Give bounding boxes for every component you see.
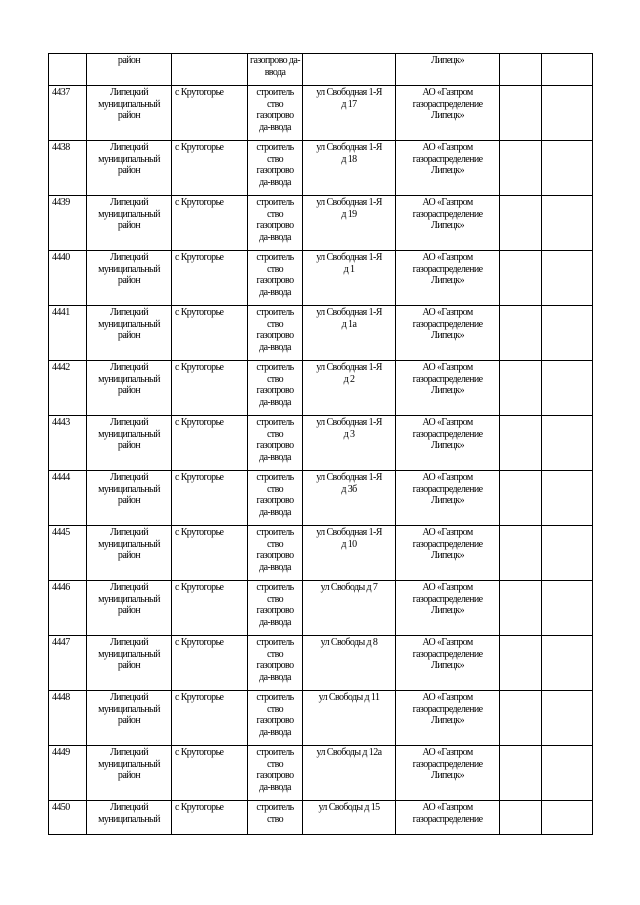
address-line: ул Свободная 1-Я bbox=[316, 307, 382, 318]
organization-cell bbox=[396, 526, 500, 581]
organization-cell bbox=[396, 636, 500, 691]
row-number: 4437 bbox=[49, 86, 87, 141]
district-line: муниципальный bbox=[98, 263, 160, 275]
empty-cell bbox=[500, 526, 542, 581]
district-cell bbox=[87, 361, 172, 416]
row-number: 4439 bbox=[49, 196, 87, 251]
row-number: 4446 bbox=[49, 581, 87, 636]
district-line: Липецкий bbox=[109, 197, 149, 208]
district-line: муниципальный bbox=[98, 593, 160, 605]
work-type-line: газопрово bbox=[256, 550, 294, 561]
address-line: д 1а bbox=[341, 318, 357, 330]
organization-line: Липецк» bbox=[431, 385, 464, 396]
locality-cell bbox=[172, 54, 248, 86]
organization-line: АО «Газпром bbox=[422, 527, 473, 538]
empty-cell bbox=[542, 801, 593, 835]
organization-cell bbox=[396, 251, 500, 306]
work-type-cell bbox=[248, 86, 303, 141]
work-type-line: да-ввода bbox=[259, 616, 291, 628]
organization-line: АО «Газпром bbox=[422, 637, 473, 648]
district-line: район bbox=[117, 275, 141, 286]
district-line: Липецкий bbox=[109, 362, 149, 373]
locality-cell: с Крутогорье bbox=[172, 636, 248, 691]
locality-cell: с Крутогорье bbox=[172, 141, 248, 196]
address-cell bbox=[303, 141, 396, 196]
address-line: ул Свободная 1-Я bbox=[316, 472, 382, 483]
work-type-line: да-ввода bbox=[259, 341, 291, 353]
empty-cell bbox=[500, 801, 542, 835]
district-cell bbox=[87, 86, 172, 141]
district-line: Липецкий bbox=[109, 307, 149, 318]
work-type-cell bbox=[248, 196, 303, 251]
empty-cell bbox=[542, 54, 593, 86]
work-type-line: ство bbox=[266, 373, 284, 385]
district-cell bbox=[87, 691, 172, 746]
table-row bbox=[49, 691, 593, 746]
work-type-line: ство bbox=[266, 538, 284, 550]
district-cell bbox=[87, 251, 172, 306]
address-line: д 18 bbox=[341, 153, 357, 165]
district-cell bbox=[87, 581, 172, 636]
work-type-line: да-ввода bbox=[259, 506, 291, 518]
organization-line: Липецк» bbox=[431, 275, 464, 286]
table-row bbox=[49, 251, 593, 306]
work-type-cell bbox=[248, 141, 303, 196]
district-line: Липецкий bbox=[109, 142, 149, 153]
organization-line: АО «Газпром bbox=[422, 747, 473, 758]
address-line: д 3 bbox=[343, 428, 355, 440]
address-cell bbox=[303, 746, 396, 801]
address-line: д 1 bbox=[343, 263, 355, 275]
organization-line: АО «Газпром bbox=[422, 252, 473, 263]
work-type-line: строитель bbox=[256, 802, 294, 813]
organization-line: Липецк» bbox=[431, 330, 464, 341]
locality-cell: с Крутогорье bbox=[172, 471, 248, 526]
address-line: ул Свободная 1-Я bbox=[316, 197, 382, 208]
empty-cell bbox=[542, 141, 593, 196]
work-type-cell: газопрово да-ввода bbox=[248, 54, 303, 86]
organization-cell bbox=[396, 141, 500, 196]
address-cell bbox=[303, 361, 396, 416]
organization-cell bbox=[396, 746, 500, 801]
district-cell bbox=[87, 801, 172, 835]
organization-line: газораспределение bbox=[412, 318, 483, 330]
row-number: 4438 bbox=[49, 141, 87, 196]
district-line: район bbox=[117, 385, 141, 396]
district-cell bbox=[87, 471, 172, 526]
work-type-line: газопрово bbox=[256, 385, 294, 396]
work-type-line: ство bbox=[266, 703, 284, 715]
work-type-line: строитель bbox=[256, 582, 294, 593]
organization-cell: Липецк» bbox=[396, 54, 500, 86]
work-type-cell bbox=[248, 471, 303, 526]
work-type-line: строитель bbox=[256, 307, 294, 318]
address-line: ул Свободы д 11 bbox=[318, 692, 380, 703]
work-type-line: строитель bbox=[256, 692, 294, 703]
empty-cell bbox=[500, 141, 542, 196]
district-line: муниципальный bbox=[98, 703, 160, 715]
organization-line: газораспределение bbox=[412, 208, 483, 220]
empty-cell bbox=[500, 251, 542, 306]
work-type-line: строитель bbox=[256, 417, 294, 428]
locality-cell: с Крутогорье bbox=[172, 416, 248, 471]
district-line: район bbox=[117, 165, 141, 176]
address-line: ул Свободы д 12а bbox=[316, 747, 382, 758]
empty-cell bbox=[500, 581, 542, 636]
district-line: Липецкий bbox=[109, 637, 149, 648]
work-type-line: ство bbox=[266, 263, 284, 275]
district-line: Липецкий bbox=[109, 802, 149, 813]
address-line: ул Свободная 1-Я bbox=[316, 87, 382, 98]
work-type-line: ство bbox=[266, 593, 284, 605]
address-line: д 10 bbox=[341, 538, 357, 550]
work-type-line: строитель bbox=[256, 747, 294, 758]
empty-cell bbox=[542, 306, 593, 361]
organization-cell bbox=[396, 471, 500, 526]
address-line: ул Свободная 1-Я bbox=[316, 142, 382, 153]
district-line: муниципальный bbox=[98, 153, 160, 165]
address-line: ул Свободы д 7 bbox=[320, 582, 378, 593]
organization-line: газораспределение bbox=[412, 593, 483, 605]
locality-cell: с Крутогорье bbox=[172, 801, 248, 835]
address-line: д 3б bbox=[341, 483, 357, 495]
organization-cell bbox=[396, 801, 500, 835]
work-type-line: да-ввода bbox=[259, 231, 291, 243]
district-cell: район bbox=[87, 54, 172, 86]
address-cell bbox=[303, 306, 396, 361]
district-line: район bbox=[117, 770, 141, 781]
work-type-line: газопрово bbox=[256, 165, 294, 176]
empty-cell bbox=[500, 416, 542, 471]
organization-cell bbox=[396, 416, 500, 471]
work-type-line: строитель bbox=[256, 142, 294, 153]
address-cell bbox=[303, 526, 396, 581]
organization-line: газораспределение bbox=[412, 153, 483, 165]
organization-line: АО «Газпром bbox=[422, 362, 473, 373]
empty-cell bbox=[500, 471, 542, 526]
organization-line: АО «Газпром bbox=[422, 692, 473, 703]
work-type-line: да-ввода bbox=[259, 561, 291, 573]
work-type-cell bbox=[248, 636, 303, 691]
district-line: район bbox=[117, 550, 141, 561]
district-line: Липецкий bbox=[109, 252, 149, 263]
organization-line: газораспределение bbox=[412, 758, 483, 770]
work-type-line: газопрово bbox=[256, 110, 294, 121]
work-type-line: строитель bbox=[256, 197, 294, 208]
district-line: муниципальный bbox=[98, 648, 160, 660]
row-number: 4448 bbox=[49, 691, 87, 746]
work-type-cell bbox=[248, 306, 303, 361]
work-type-line: строитель bbox=[256, 527, 294, 538]
district-line: муниципальный bbox=[98, 208, 160, 220]
table-row bbox=[49, 86, 593, 141]
row-number: 4441 bbox=[49, 306, 87, 361]
district-line: Липецкий bbox=[109, 527, 149, 538]
empty-cell bbox=[500, 306, 542, 361]
work-type-line: газопрово bbox=[256, 275, 294, 286]
work-type-cell bbox=[248, 416, 303, 471]
address-line: д 19 bbox=[341, 208, 357, 220]
district-line: район bbox=[117, 440, 141, 451]
district-line: муниципальный bbox=[98, 758, 160, 770]
empty-cell bbox=[542, 471, 593, 526]
district-cell bbox=[87, 746, 172, 801]
address-line: ул Свободная 1-Я bbox=[316, 362, 382, 373]
work-type-cell bbox=[248, 581, 303, 636]
organization-line: Липецк» bbox=[431, 605, 464, 616]
organization-line: Липецк» bbox=[431, 550, 464, 561]
organization-line: газораспределение bbox=[412, 538, 483, 550]
address-line: ул Свободная 1-Я bbox=[316, 417, 382, 428]
district-line: Липецкий bbox=[109, 417, 149, 428]
row-number: 4449 bbox=[49, 746, 87, 801]
district-line: район bbox=[117, 495, 141, 506]
empty-cell bbox=[500, 746, 542, 801]
organization-line: Липецк» bbox=[431, 660, 464, 671]
work-type-line: ство bbox=[266, 428, 284, 440]
empty-cell bbox=[500, 86, 542, 141]
district-line: муниципальный bbox=[98, 813, 160, 825]
address-cell bbox=[303, 471, 396, 526]
work-type-line: да-ввода bbox=[259, 396, 291, 408]
organization-line: Липецк» bbox=[431, 220, 464, 231]
address-cell bbox=[303, 801, 396, 835]
district-cell bbox=[87, 196, 172, 251]
registry-table bbox=[48, 53, 593, 835]
address-cell bbox=[303, 196, 396, 251]
organization-line: газораспределение bbox=[412, 263, 483, 275]
empty-cell bbox=[500, 361, 542, 416]
district-line: Липецкий bbox=[109, 747, 149, 758]
work-type-line: ство bbox=[266, 98, 284, 110]
organization-line: газораспределение bbox=[412, 648, 483, 660]
locality-cell: с Крутогорье bbox=[172, 691, 248, 746]
address-cell bbox=[303, 86, 396, 141]
work-type-line: ство bbox=[266, 648, 284, 660]
district-line: муниципальный bbox=[98, 318, 160, 330]
work-type-cell bbox=[248, 526, 303, 581]
address-line: ул Свободы д 15 bbox=[318, 802, 380, 813]
table-row bbox=[49, 471, 593, 526]
work-type-line: да-ввода bbox=[259, 286, 291, 298]
work-type-line: газопрово bbox=[256, 715, 294, 726]
locality-cell: с Крутогорье bbox=[172, 581, 248, 636]
address-line: ул Свободная 1-Я bbox=[316, 252, 382, 263]
district-line: муниципальный bbox=[98, 428, 160, 440]
table-row bbox=[49, 361, 593, 416]
locality-cell: с Крутогорье bbox=[172, 746, 248, 801]
work-type-line: газопрово bbox=[256, 660, 294, 671]
district-cell bbox=[87, 526, 172, 581]
organization-line: Липецк» bbox=[431, 110, 464, 121]
district-line: Липецкий bbox=[109, 582, 149, 593]
table-row bbox=[49, 416, 593, 471]
table-row bbox=[49, 196, 593, 251]
empty-cell bbox=[542, 86, 593, 141]
organization-line: газораспределение bbox=[412, 813, 483, 825]
organization-cell bbox=[396, 196, 500, 251]
organization-line: АО «Газпром bbox=[422, 802, 473, 813]
district-cell bbox=[87, 416, 172, 471]
address-cell bbox=[303, 251, 396, 306]
address-cell bbox=[303, 416, 396, 471]
locality-cell: с Крутогорье bbox=[172, 196, 248, 251]
row-number: 4450 bbox=[49, 801, 87, 835]
address-cell bbox=[303, 54, 396, 86]
empty-cell bbox=[500, 691, 542, 746]
address-cell bbox=[303, 691, 396, 746]
organization-line: АО «Газпром bbox=[422, 472, 473, 483]
empty-cell bbox=[542, 636, 593, 691]
work-type-cell bbox=[248, 746, 303, 801]
organization-line: газораспределение bbox=[412, 373, 483, 385]
work-type-line: ство bbox=[266, 208, 284, 220]
address-cell bbox=[303, 636, 396, 691]
organization-line: газораспределение bbox=[412, 98, 483, 110]
district-line: муниципальный bbox=[98, 98, 160, 110]
work-type-line: строитель bbox=[256, 637, 294, 648]
work-type-line: газопрово bbox=[256, 330, 294, 341]
district-cell bbox=[87, 141, 172, 196]
table-row bbox=[49, 54, 593, 86]
organization-cell bbox=[396, 306, 500, 361]
district-line: муниципальный bbox=[98, 483, 160, 495]
row-number: 4440 bbox=[49, 251, 87, 306]
organization-line: АО «Газпром bbox=[422, 142, 473, 153]
organization-line: АО «Газпром bbox=[422, 87, 473, 98]
work-type-line: ство bbox=[266, 758, 284, 770]
organization-line: Липецк» bbox=[431, 440, 464, 451]
work-type-line: строитель bbox=[256, 362, 294, 373]
district-cell bbox=[87, 306, 172, 361]
organization-line: АО «Газпром bbox=[422, 307, 473, 318]
work-type-line: да-ввода bbox=[259, 671, 291, 683]
row-number bbox=[49, 54, 87, 86]
work-type-line: да-ввода bbox=[259, 781, 291, 793]
work-type-line: газопрово bbox=[256, 605, 294, 616]
work-type-cell bbox=[248, 801, 303, 835]
work-type-line: газопрово bbox=[256, 220, 294, 231]
district-line: муниципальный bbox=[98, 373, 160, 385]
table-row bbox=[49, 526, 593, 581]
district-line: район bbox=[117, 660, 141, 671]
organization-line: газораспределение bbox=[412, 483, 483, 495]
organization-cell bbox=[396, 691, 500, 746]
district-line: Липецкий bbox=[109, 472, 149, 483]
district-line: район bbox=[117, 330, 141, 341]
address-cell bbox=[303, 581, 396, 636]
district-line: муниципальный bbox=[98, 538, 160, 550]
address-line: ул Свободная 1-Я bbox=[316, 527, 382, 538]
empty-cell bbox=[542, 416, 593, 471]
row-number: 4447 bbox=[49, 636, 87, 691]
locality-cell: с Крутогорье bbox=[172, 251, 248, 306]
row-number: 4444 bbox=[49, 471, 87, 526]
district-line: Липецкий bbox=[109, 692, 149, 703]
table-row bbox=[49, 746, 593, 801]
work-type-line: ство bbox=[266, 153, 284, 165]
organization-line: Липецк» bbox=[431, 495, 464, 506]
work-type-line: газопрово bbox=[256, 770, 294, 781]
organization-line: Липецк» bbox=[431, 770, 464, 781]
work-type-cell bbox=[248, 251, 303, 306]
district-line: район bbox=[117, 715, 141, 726]
table-row bbox=[49, 581, 593, 636]
empty-cell bbox=[542, 361, 593, 416]
locality-cell: с Крутогорье bbox=[172, 86, 248, 141]
work-type-line: газопрово bbox=[256, 440, 294, 451]
address-line: д 17 bbox=[341, 98, 357, 110]
organization-line: Липецк» bbox=[431, 715, 464, 726]
organization-cell bbox=[396, 581, 500, 636]
work-type-line: газопрово bbox=[256, 495, 294, 506]
work-type-line: ство bbox=[266, 813, 284, 825]
row-number: 4442 bbox=[49, 361, 87, 416]
empty-cell bbox=[542, 581, 593, 636]
work-type-line: строитель bbox=[256, 252, 294, 263]
empty-cell bbox=[500, 196, 542, 251]
locality-cell: с Крутогорье bbox=[172, 306, 248, 361]
table-row bbox=[49, 636, 593, 691]
work-type-line: да-ввода bbox=[259, 451, 291, 463]
work-type-cell bbox=[248, 691, 303, 746]
work-type-line: да-ввода bbox=[259, 726, 291, 738]
work-type-line: ство bbox=[266, 483, 284, 495]
district-line: район bbox=[117, 605, 141, 616]
empty-cell bbox=[542, 746, 593, 801]
table-row bbox=[49, 306, 593, 361]
row-number: 4445 bbox=[49, 526, 87, 581]
address-line: д 2 bbox=[343, 373, 355, 385]
row-number: 4443 bbox=[49, 416, 87, 471]
locality-cell: с Крутогорье bbox=[172, 526, 248, 581]
organization-cell bbox=[396, 86, 500, 141]
table-row bbox=[49, 801, 593, 835]
empty-cell bbox=[542, 526, 593, 581]
organization-line: газораспределение bbox=[412, 428, 483, 440]
work-type-cell bbox=[248, 361, 303, 416]
organization-cell bbox=[396, 361, 500, 416]
empty-cell bbox=[542, 196, 593, 251]
district-line: район bbox=[117, 110, 141, 121]
work-type-line: ство bbox=[266, 318, 284, 330]
organization-line: Липецк» bbox=[431, 165, 464, 176]
empty-cell bbox=[500, 54, 542, 86]
work-type-line: да-ввода bbox=[259, 121, 291, 133]
district-cell bbox=[87, 636, 172, 691]
organization-line: АО «Газпром bbox=[422, 582, 473, 593]
locality-cell: с Крутогорье bbox=[172, 361, 248, 416]
work-type-line: строитель bbox=[256, 87, 294, 98]
organization-line: АО «Газпром bbox=[422, 417, 473, 428]
district-line: район bbox=[117, 220, 141, 231]
table-row bbox=[49, 141, 593, 196]
empty-cell bbox=[500, 636, 542, 691]
organization-line: газораспределение bbox=[412, 703, 483, 715]
work-type-line: да-ввода bbox=[259, 176, 291, 188]
empty-cell bbox=[542, 691, 593, 746]
work-type-line: строитель bbox=[256, 472, 294, 483]
district-line: Липецкий bbox=[109, 87, 149, 98]
organization-line: АО «Газпром bbox=[422, 197, 473, 208]
address-line: ул Свободы д 8 bbox=[320, 637, 378, 648]
empty-cell bbox=[542, 251, 593, 306]
